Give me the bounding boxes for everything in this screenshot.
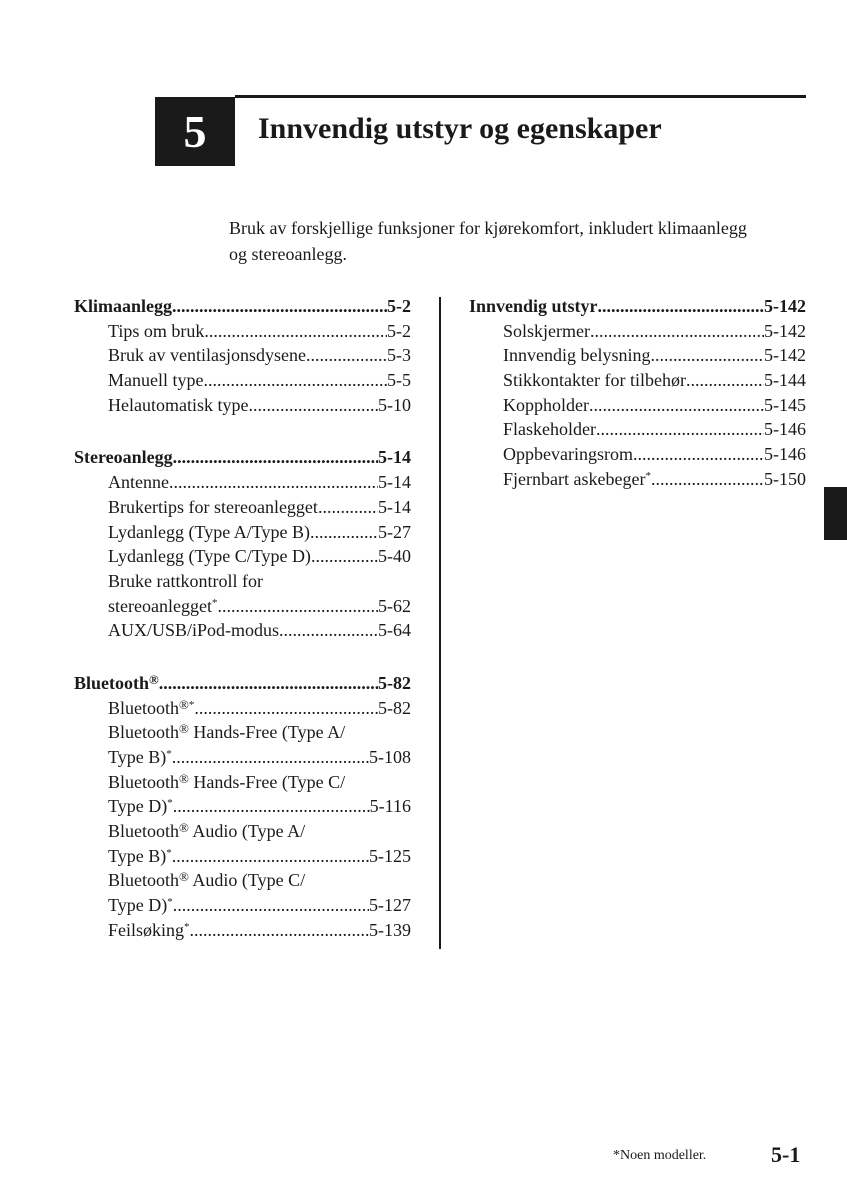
leader-dots bbox=[194, 696, 378, 721]
toc-page-ref: 5-10 bbox=[378, 394, 411, 415]
leader-dots bbox=[190, 918, 369, 943]
footnote: *Noen modeller. bbox=[613, 1148, 707, 1163]
toc-entry[interactable] bbox=[469, 417, 806, 442]
toc-entry[interactable] bbox=[469, 442, 806, 467]
leader-dots bbox=[306, 343, 387, 368]
toc-entry-label bbox=[108, 393, 248, 418]
toc-page-ref: 5-142 bbox=[764, 296, 806, 316]
toc-entry-label bbox=[108, 319, 204, 344]
toc-entry-label bbox=[108, 819, 305, 844]
toc-entry-label bbox=[108, 844, 172, 869]
leader-dots bbox=[173, 445, 378, 470]
entry-text: Brukertips for stereoanlegget bbox=[108, 496, 318, 517]
entry-text: Innvendig belysning bbox=[503, 345, 651, 366]
toc-entry-label bbox=[503, 467, 651, 492]
leader-dots bbox=[686, 368, 764, 393]
entry-text: Stikkontakter for tilbehør bbox=[503, 370, 686, 391]
toc-entry-label bbox=[108, 343, 306, 368]
toc-entry[interactable] bbox=[469, 343, 806, 368]
toc-right-column bbox=[469, 294, 806, 520]
toc-page-ref: 5-5 bbox=[387, 370, 411, 391]
toc-entry-label bbox=[108, 868, 305, 893]
toc-page-ref: 5-62 bbox=[378, 595, 411, 616]
column-divider bbox=[439, 297, 441, 949]
footnote-asterisk: * bbox=[188, 698, 195, 711]
footnote-asterisk: * bbox=[166, 748, 172, 760]
entry-text: Fjernbart askebeger bbox=[503, 468, 646, 489]
toc-entry-label bbox=[108, 495, 318, 520]
entry-text: Type B) bbox=[108, 747, 167, 767]
toc-page-ref: 5-82 bbox=[378, 697, 411, 718]
entry-text: Antenne bbox=[108, 472, 169, 493]
entry-text: Bluetooth bbox=[108, 722, 179, 743]
toc-entry[interactable] bbox=[74, 720, 411, 745]
toc-page-ref: 5-146 bbox=[764, 444, 806, 465]
toc-entry-label bbox=[108, 794, 173, 819]
toc-entry-label bbox=[108, 720, 345, 745]
footnote-asterisk: * bbox=[167, 896, 173, 909]
entry-text: Manuell type bbox=[108, 370, 204, 391]
toc-entry[interactable] bbox=[74, 696, 411, 721]
toc-entry-label bbox=[108, 368, 203, 393]
entry-text-suffix: Audio (Type C/ bbox=[188, 870, 306, 891]
leader-dots bbox=[159, 671, 378, 696]
toc-entry-label bbox=[503, 393, 589, 418]
toc-page-ref: 5-150 bbox=[764, 468, 806, 489]
toc-entry[interactable] bbox=[469, 319, 806, 344]
toc-entry[interactable] bbox=[74, 918, 411, 943]
entry-text: Bruk av ventilasjonsdysene bbox=[108, 345, 306, 366]
toc-page-ref: 5-40 bbox=[378, 546, 411, 567]
toc-page-ref: 5-145 bbox=[764, 394, 806, 415]
footnote-asterisk: * bbox=[184, 920, 190, 933]
registered-mark: ® bbox=[179, 869, 189, 885]
entry-text-suffix: Hands-Free (Type A/ bbox=[188, 722, 346, 743]
leader-dots bbox=[596, 417, 764, 442]
toc-page-ref: 5-142 bbox=[764, 320, 806, 341]
toc-page-ref: 5-142 bbox=[764, 345, 806, 366]
toc-entry[interactable] bbox=[74, 544, 411, 569]
toc-entry-label bbox=[108, 470, 169, 495]
toc-page-ref: 5-14 bbox=[378, 496, 411, 517]
toc-page-ref: 5-125 bbox=[369, 845, 411, 866]
toc-entry[interactable] bbox=[469, 368, 806, 393]
leader-dots bbox=[203, 368, 387, 393]
entry-text: Type D) bbox=[108, 895, 168, 916]
toc-entry[interactable] bbox=[74, 819, 411, 844]
chapter-number: 5 bbox=[183, 106, 207, 157]
toc-entry-label bbox=[108, 696, 194, 721]
entry-text: Type D) bbox=[108, 796, 168, 817]
toc-page-ref: 5-144 bbox=[764, 370, 806, 391]
registered-mark: ® bbox=[179, 820, 189, 836]
toc-entry[interactable] bbox=[74, 319, 411, 344]
toc-entry[interactable] bbox=[74, 470, 411, 495]
leader-dots bbox=[204, 319, 387, 344]
toc-page-ref: 5-82 bbox=[378, 672, 411, 693]
toc-entry-label bbox=[503, 442, 633, 467]
toc-entry-label bbox=[503, 343, 650, 368]
entry-text: Lydanlegg (Type C/Type D) bbox=[108, 546, 311, 567]
footnote-asterisk: * bbox=[211, 596, 218, 609]
entry-text: Koppholder bbox=[503, 394, 589, 415]
toc-entry[interactable] bbox=[74, 794, 411, 819]
entry-text: stereoanlegget bbox=[108, 595, 212, 616]
toc-entry-label bbox=[74, 294, 172, 319]
entry-text: Helautomatisk type bbox=[108, 394, 249, 415]
leader-dots bbox=[598, 294, 764, 319]
entry-text: Type B) bbox=[108, 845, 167, 866]
registered-mark: ® bbox=[179, 696, 189, 712]
chapter-title: Innvendig utstyr og egenskaper bbox=[258, 112, 662, 145]
toc-entry-label bbox=[108, 544, 311, 569]
toc-section bbox=[469, 294, 806, 492]
toc-entry-label bbox=[74, 671, 159, 696]
toc-entry[interactable] bbox=[74, 770, 411, 795]
toc-section bbox=[74, 294, 411, 417]
toc-entry-label bbox=[108, 918, 190, 943]
leader-dots bbox=[633, 442, 764, 467]
leader-dots bbox=[589, 393, 764, 418]
toc-entry-label bbox=[108, 569, 263, 594]
toc-page-ref: 5-3 bbox=[387, 345, 411, 366]
toc-page-ref: 5-108 bbox=[369, 747, 411, 767]
chapter-tab-marker bbox=[824, 487, 847, 540]
toc-page-ref: 5-116 bbox=[369, 796, 411, 817]
toc-page-ref: 5-14 bbox=[378, 447, 411, 468]
registered-mark: ® bbox=[149, 671, 159, 687]
entry-text: Bluetooth bbox=[108, 771, 179, 792]
entry-text: Flaskeholder bbox=[503, 419, 596, 440]
registered-mark: ® bbox=[179, 770, 189, 786]
registered-mark: ® bbox=[179, 721, 189, 737]
entry-text: Innvendig utstyr bbox=[469, 296, 598, 316]
leader-dots bbox=[651, 467, 764, 492]
toc-entry-label bbox=[108, 745, 172, 770]
entry-text-suffix: Hands-Free (Type C/ bbox=[188, 771, 346, 792]
toc-entry-label bbox=[74, 445, 173, 470]
toc-entry[interactable] bbox=[469, 467, 806, 492]
toc-entry-label bbox=[503, 417, 596, 442]
toc-section bbox=[74, 671, 411, 943]
toc-entry[interactable] bbox=[74, 343, 411, 368]
entry-text-suffix: Audio (Type A/ bbox=[188, 821, 306, 842]
footnote-asterisk: * bbox=[645, 469, 651, 482]
toc-entry[interactable] bbox=[74, 618, 411, 643]
toc-entry[interactable] bbox=[469, 393, 806, 418]
toc-page-ref: 5-2 bbox=[387, 320, 411, 341]
entry-text: Oppbevaringsrom bbox=[503, 444, 633, 465]
entry-text: Solskjermer bbox=[503, 320, 590, 341]
toc-page-ref: 5-14 bbox=[378, 472, 411, 493]
footnote-asterisk: * bbox=[167, 797, 173, 810]
toc-page-ref: 5-146 bbox=[764, 419, 806, 440]
toc-section-heading[interactable] bbox=[469, 294, 806, 319]
leader-dots bbox=[318, 495, 378, 520]
entry-text: Klimaanlegg bbox=[74, 296, 172, 316]
leader-dots bbox=[169, 470, 378, 495]
toc-entry[interactable] bbox=[74, 745, 411, 770]
toc-section-heading[interactable] bbox=[74, 671, 411, 696]
leader-dots bbox=[311, 544, 378, 569]
toc-entry-label bbox=[108, 893, 173, 918]
chapter-header-rule bbox=[235, 95, 806, 98]
chapter-number-box bbox=[155, 97, 235, 166]
toc-page-ref: 5-127 bbox=[369, 895, 411, 916]
leader-dots bbox=[279, 618, 378, 643]
toc-section bbox=[74, 445, 411, 643]
toc-entry-label bbox=[503, 368, 686, 393]
toc-entry-label bbox=[503, 319, 590, 344]
toc-entry[interactable] bbox=[74, 569, 411, 594]
leader-dots bbox=[217, 594, 378, 619]
chapter-intro: Bruk av forskjellige funksjoner for kjørekomfort, inkludert klimaanlegg og stereoanlegg. bbox=[229, 218, 747, 264]
toc-entry[interactable] bbox=[74, 868, 411, 893]
toc-page-ref: 5-64 bbox=[378, 620, 411, 641]
leader-dots bbox=[590, 319, 764, 344]
entry-text: AUX/USB/iPod-modus bbox=[108, 620, 280, 641]
toc-entry-label bbox=[469, 294, 598, 319]
entry-text: Bruke rattkontroll for bbox=[108, 570, 263, 591]
toc-page-ref: 5-2 bbox=[387, 296, 411, 316]
toc-entry[interactable] bbox=[74, 368, 411, 393]
toc-section-heading[interactable] bbox=[74, 445, 411, 470]
entry-text: Feilsøking bbox=[108, 919, 185, 940]
toc-entry-label bbox=[108, 594, 217, 619]
leader-dots bbox=[173, 893, 369, 918]
toc-entry[interactable] bbox=[74, 844, 411, 869]
toc-entry-label bbox=[108, 520, 310, 545]
leader-dots bbox=[172, 745, 369, 770]
leader-dots bbox=[650, 343, 764, 368]
entry-text: Tips om bruk bbox=[108, 320, 205, 341]
toc-entry[interactable] bbox=[74, 893, 411, 918]
toc-entry[interactable] bbox=[74, 594, 411, 619]
entry-text: Stereoanlegg bbox=[74, 447, 173, 468]
entry-text: Bluetooth bbox=[108, 870, 179, 891]
toc-entry[interactable] bbox=[74, 495, 411, 520]
toc-entry-label bbox=[108, 770, 345, 795]
entry-text: Bluetooth bbox=[108, 697, 179, 718]
toc-entry-label bbox=[108, 618, 279, 643]
toc-section-heading[interactable] bbox=[74, 294, 411, 319]
toc-page-ref: 5-27 bbox=[378, 521, 411, 542]
page-number: 5-1 bbox=[771, 1142, 801, 1167]
toc-page-ref: 5-139 bbox=[369, 919, 411, 940]
leader-dots bbox=[172, 294, 387, 319]
leader-dots bbox=[172, 844, 369, 869]
leader-dots bbox=[173, 794, 370, 819]
leader-dots bbox=[248, 393, 378, 418]
toc-entry[interactable] bbox=[74, 520, 411, 545]
toc-entry[interactable] bbox=[74, 393, 411, 418]
entry-text: Bluetooth bbox=[74, 672, 150, 693]
footnote-asterisk: * bbox=[166, 846, 172, 859]
toc-left-column bbox=[74, 294, 411, 971]
entry-text: Lydanlegg (Type A/Type B) bbox=[108, 521, 310, 542]
leader-dots bbox=[310, 520, 378, 545]
entry-text: Bluetooth bbox=[108, 821, 179, 842]
